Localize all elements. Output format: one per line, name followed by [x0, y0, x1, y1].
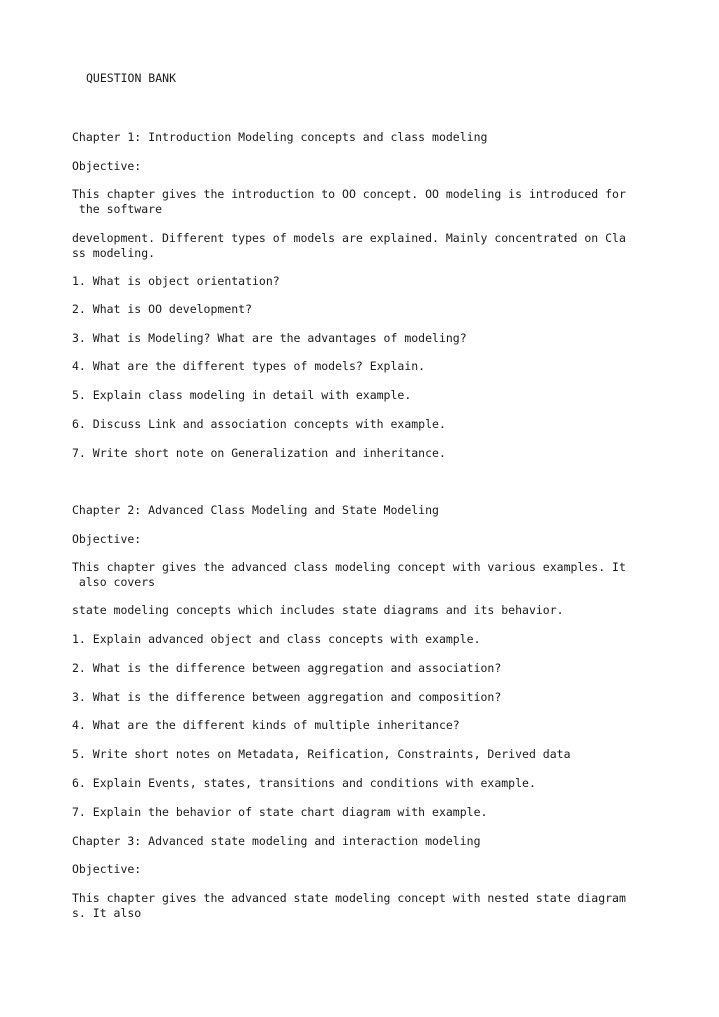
chapter-2-question: 6. Explain Events, states, transitions and conditions with example.	[72, 776, 536, 790]
chapter-1-objective-line: ss modeling.	[72, 246, 156, 260]
chapter-2-question: 3. What is the difference between aggregation and composition?	[72, 690, 502, 704]
chapter-1-objective-line: This chapter gives the introduction to OO concept. OO modeling is introduced for	[72, 187, 626, 201]
chapter-2-objective-line: This chapter gives the advanced class modeling concept with various examples. It	[72, 560, 626, 574]
document-title: QUESTION BANK	[86, 71, 177, 85]
chapter-2-objective-line: also covers	[72, 575, 156, 589]
chapter-2-heading: Chapter 2: Advanced Class Modeling and State Modeling	[72, 503, 439, 517]
chapter-2-objective-label: Objective:	[72, 532, 142, 546]
chapter-3-objective-label: Objective:	[72, 862, 142, 876]
chapter-3-heading: Chapter 3: Advanced state modeling and interaction modeling	[72, 834, 481, 848]
chapter-2-question: 4. What are the different kinds of multiple inheritance?	[72, 718, 460, 732]
chapter-2-question: 2. What is the difference between aggregation and association?	[72, 661, 502, 675]
chapter-1-question: 6. Discuss Link and association concepts with example.	[72, 417, 446, 431]
chapter-1-question: 2. What is OO development?	[72, 302, 253, 316]
chapter-1-question: 5. Explain class modeling in detail with example.	[72, 388, 412, 402]
chapter-1-objective-line: the software	[72, 202, 163, 216]
chapter-1-question: 1. What is object orientation?	[72, 274, 280, 288]
chapter-1-question: 3. What is Modeling? What are the advantages of modeling?	[72, 331, 467, 345]
chapter-1-objective-line: development. Different types of models are explained. Mainly concentrated on Cla	[72, 231, 626, 245]
chapter-1-objective-label: Objective:	[72, 159, 142, 173]
chapter-1-question: 4. What are the different types of models? Explain.	[72, 359, 426, 373]
chapter-2-question: 5. Write short notes on Metadata, Reification, Constraints, Derived data	[72, 747, 571, 761]
chapter-2-objective-line: state modeling concepts which includes state diagrams and its behavior.	[72, 603, 564, 617]
chapter-2-question: 1. Explain advanced object and class concepts with example.	[72, 632, 481, 646]
chapter-2-question: 7. Explain the behavior of state chart diagram with example.	[72, 805, 488, 819]
chapter-3-objective-line: s. It also	[72, 906, 142, 920]
chapter-1-question: 7. Write short note on Generalization and inheritance.	[72, 446, 446, 460]
chapter-3-objective-line: This chapter gives the advanced state modeling concept with nested state diagram	[72, 891, 626, 905]
chapter-1-heading: Chapter 1: Introduction Modeling concepts and class modeling	[72, 130, 488, 144]
